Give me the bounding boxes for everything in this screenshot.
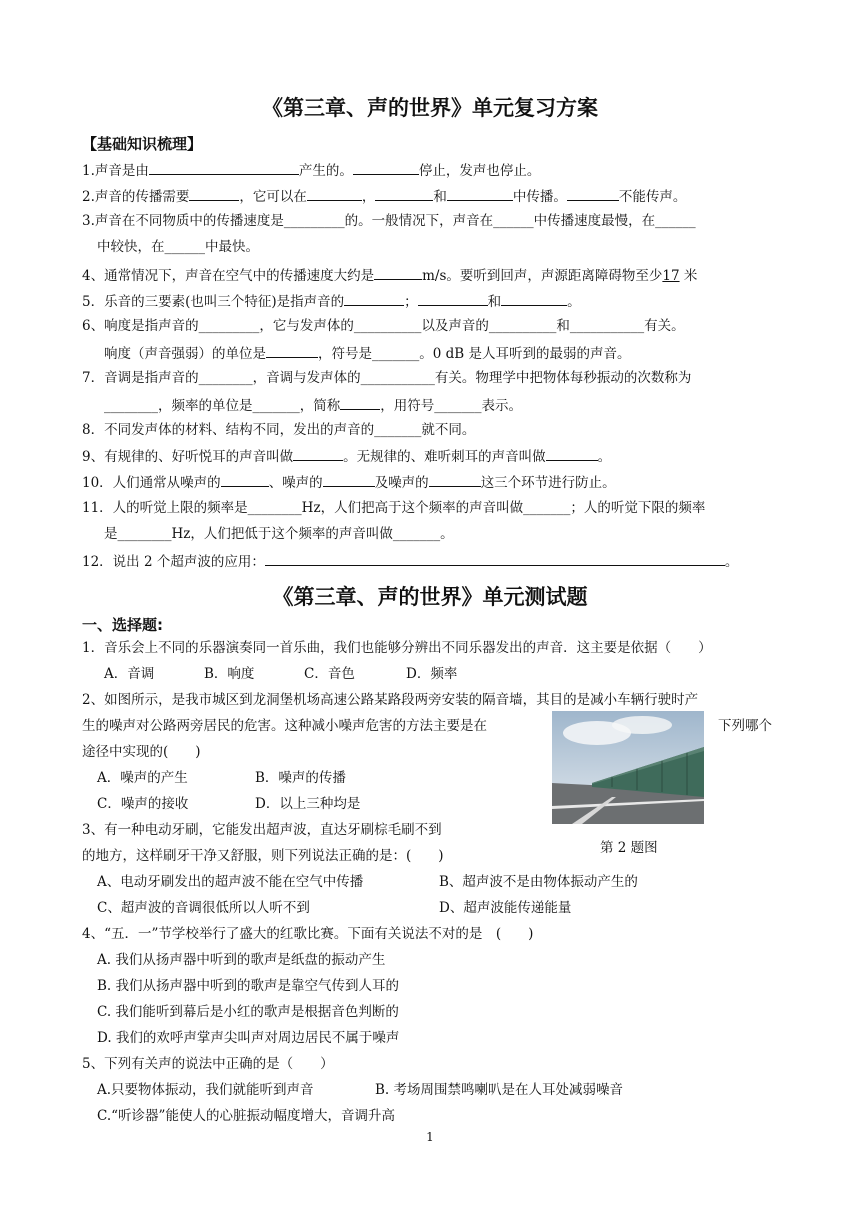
test-q2-line2: 生的噪声对公路两旁居民的危害。这种减小噪声危害的方法主要是在 [82,718,487,734]
test-q5-option-c: C.“听诊器”能使人的心脏振动幅度增大，音调升高 [97,1108,395,1124]
test-q2-line2-end: 下列哪个 [718,718,772,734]
test-title: 《第三章、声的世界》单元测试题 [272,585,588,609]
review-q12: 12．说出 2 个超声波的应用： 。 [82,551,738,571]
test-q1-options [104,665,457,683]
sound-barrier-photo [552,711,704,824]
test-q4-option-b: B. 我们从扬声器中听到的歌声是靠空气传到人耳的 [97,978,400,994]
test-q3-options-row1: A、电动牙刷发出的超声波不能在空气中传播 B、超声波不是由物体振动产生的 [97,874,638,890]
test-q3-line1: 3、有一种电动牙刷，它能发出超声波，直达牙刷棕毛刷不到 [82,822,442,838]
review-q6-line2: 响度（声音强弱）的单位是 ，符号是_______。0 dB 是人耳听到的最弱的声音。 [104,343,630,363]
test-q1: 1．音乐会上不同的乐器演奏同一首乐曲，我们也能够分辨出不同乐器发出的声音．这主要是依据（ ） [82,640,712,656]
test-q2-options-row2: C．噪声的接收 D．以上三种均是 [97,796,361,812]
review-q7-line1: 7．音调是指声音的________，音调与发声体的___________有关。物理学中把物体每秒振动的次数称为 [82,370,692,386]
test-q5: 5、下列有关声的说法中正确的是（ ） [82,1056,334,1072]
test-q4: 4、“五．一”节学校举行了盛大的红歌比赛。下面有关说法不对的是 ( ) [82,926,534,942]
test-q4-option-c: C. 我们能听到幕后是小红的歌声是根据音色判断的 [97,1004,399,1020]
review-q11-line2: 是________Hz，人们把低于这个频率的声音叫做_______。 [104,526,454,542]
test-q3-line2: 的地方，这样刷牙干净又舒服，则下列说法正确的是：( ) [82,848,444,864]
review-q8: 8．不同发声体的材料、结构不同，发出的声音的_______就不同。 [82,422,476,438]
test-q4-option-d: D. 我们的欢呼声掌声尖叫声对周边居民不属于噪声 [97,1030,400,1046]
test-q2-line3: 途径中实现的( ) [82,744,201,760]
section-basics: 【基础知识梳理】 [82,135,203,153]
review-q3-line1: 3.声音在不同物质中的传播速度是_________的。一般情况下，声音在______中传播速度最慢，在______ [82,213,696,229]
option-c: C．音色 [304,666,355,682]
review-q7-line2: ________，频率的单位是_______，简称 ，用符号_______表示。 [104,395,522,415]
review-q3-line2: 中较快，在______中最快。 [97,239,259,255]
option-b: B．响度 [204,666,255,682]
test-q5-options-row1: A.只要物体振动，我们就能听到声音 B. 考场周围禁鸣喇叭是在人耳处减弱噪音 [97,1082,624,1098]
page-number: 1 [426,1130,434,1144]
test-q2-line1: 2、如图所示，是我市城区到龙洞堡机场高速公路某路段两旁安装的隔音墙，其目的是减小车辆行驶时产 [82,692,699,708]
option-d: D．频率 [406,666,458,682]
review-title: 《第三章、声的世界》单元复习方案 [262,96,598,120]
review-q5: 5．乐音的三要素(也叫三个特征)是指声音的 ； 和 。 [82,291,581,311]
option-a: A．音调 [104,666,155,682]
review-q1: 1.声音是由 产生的。 停止，发声也停止。 [82,160,540,180]
section-choice: 一、选择题: [82,616,163,634]
review-q6-line1: 6、响度是指声音的_________，它与发声体的__________以及声音的__________和___________有关。 [82,318,685,334]
review-q2: 2.声音的传播需要 ，它可以在 ， 和 中传播。 不能传声。 [82,186,686,206]
review-q9: 9、有规律的、好听悦耳的声音叫做 。无规律的、难听刺耳的声音叫做 。 [82,446,611,466]
review-q11-line1: 11．人的听觉上限的频率是________Hz，人们把高于这个频率的声音叫做_______；人的听觉下限的频率 [82,500,706,516]
review-q4: 4、通常情况下，声音在空气中的传播速度大约是 m/s。要听到回声，声源距离障碍物至少17 米 [82,265,697,285]
review-q10: 10．人们通常从噪声的 、噪声的 及噪声的 这三个环节进行防止。 [82,472,616,492]
test-q4-option-a: A. 我们从扬声器中听到的歌声是纸盘的振动产生 [97,952,386,968]
test-q3-options-row2: C、超声波的音调很低所以人听不到 D、超声波能传递能量 [97,900,572,916]
figure-caption: 第 2 题图 [600,840,658,856]
test-q2-options-row1: A．噪声的产生 B．噪声的传播 [97,770,346,786]
